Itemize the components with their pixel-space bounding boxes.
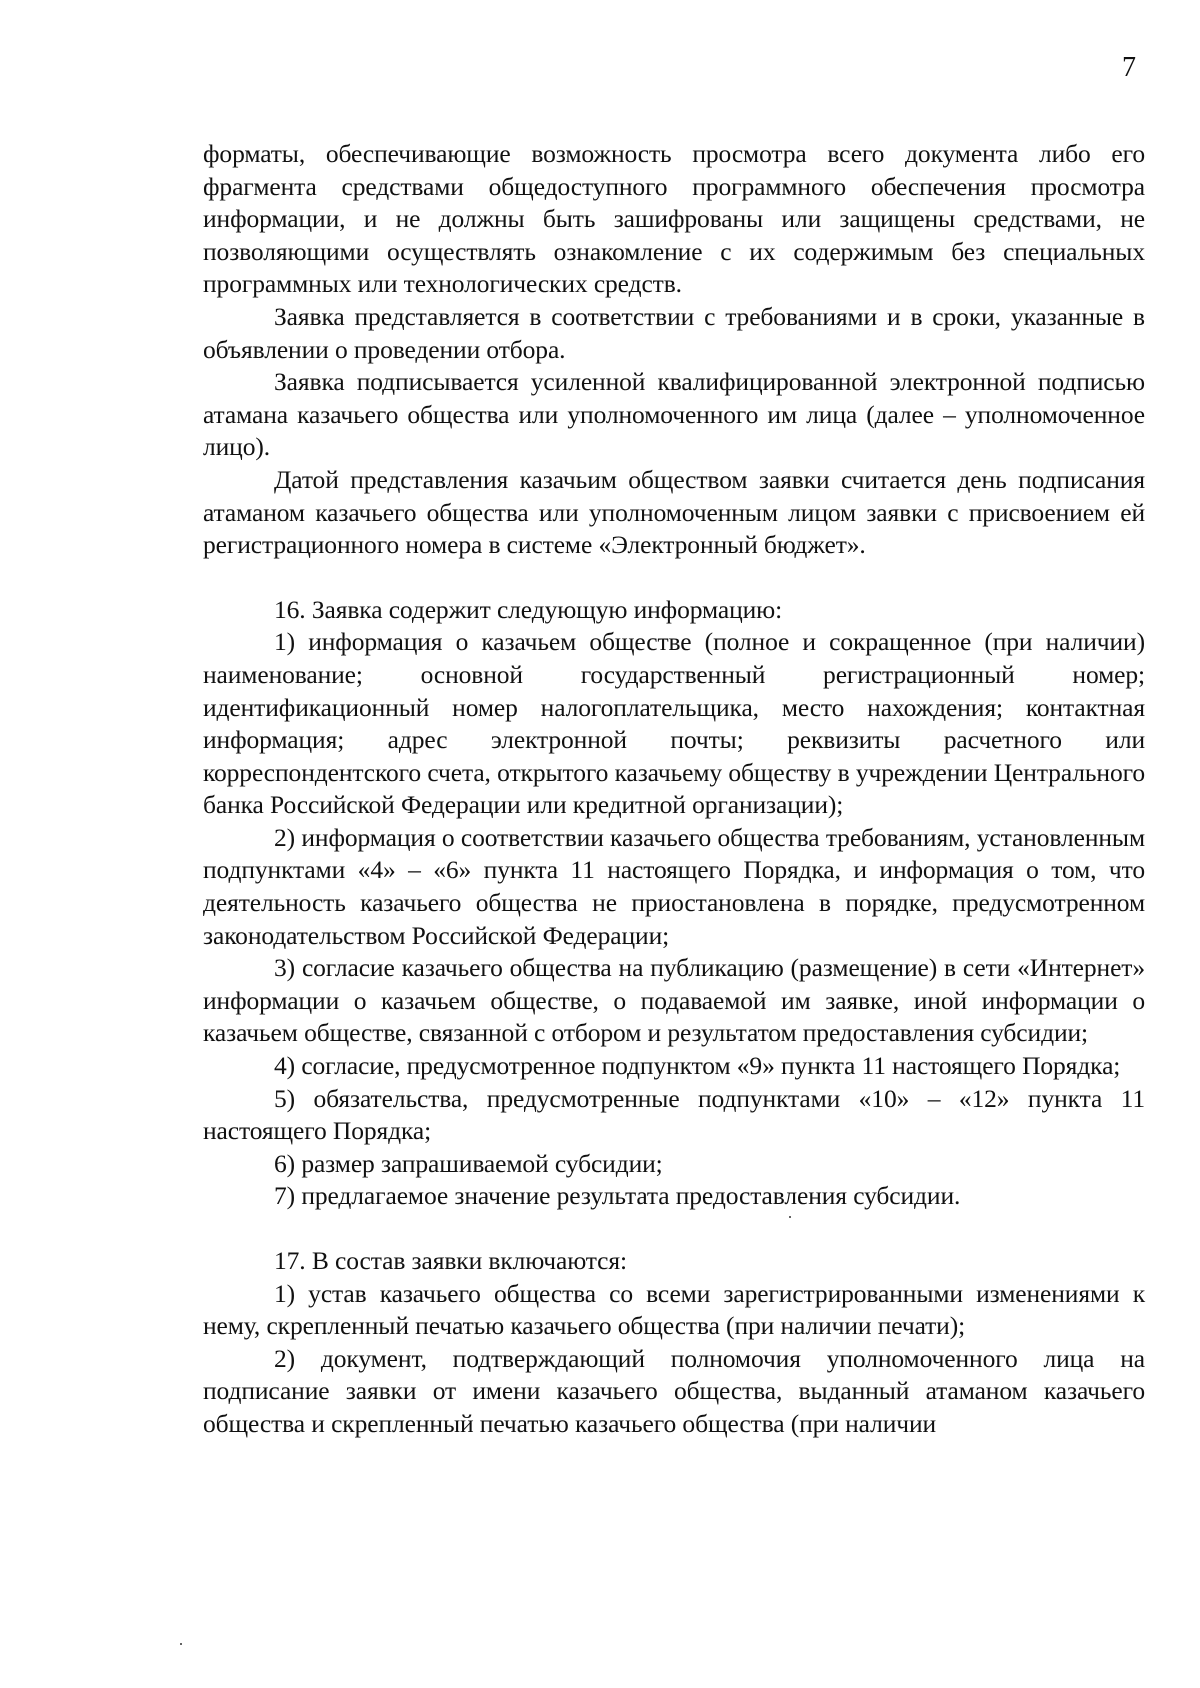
list-item: 4) согласие, предусмотренное подпунктом «9» пункта 11 настоящего Порядка; [274,1051,1121,1081]
paragraph-gap [203,562,1145,594]
list-item: 7) предлагаемое значение результата предоставления субсидии. [274,1181,961,1211]
list-item: 6) размер запрашиваемой субсидии; [274,1148,663,1178]
paragraph: форматы, обеспечивающие возможность просмотра всего документа либо его фрагмента средствами общедоступного программного обеспечения просмотра информации, и не должны быть зашифрованы или защищены средствами, не позволяющими осуществлять ознакомление с их содержимым без специальных программных или технологических средств. [203,139,1145,299]
paragraph: Заявка подписывается усиленной квалифицированной электронной подписью атамана казачьего общества или уполномоченного им лица (далее – уполномоченное лицо). [203,367,1145,462]
list-item: 1) информация о казачьем обществе (полное и сокращенное (при наличии) наименование; основной государственный регистрационный номер; идентификационный номер налогоплательщика, место нахождения; контактная информация; адрес электронной почты; реквизиты расчетного или корреспондентского счета, открытого казачьему обществу в учреждении Центрального банка Российской Федерации или кредитной организации); [203,627,1145,820]
list-item: 5) обязательства, предусмотренные подпунктами «10» – «12» пункта 11 настоящего Порядка; [203,1083,1145,1146]
page-number: 7 [1122,52,1136,83]
list-item: 2) документ, подтверждающий полномочия уполномоченного лица на подписание заявки от имени казачьего общества, выданный атаманом казачьего общества и скрепленный печатью казачьего общества (при наличии [203,1343,1145,1438]
list-item: 2) информация о соответствии казачьего общества требованиям, установленным подпунктами «4» – «6» пункта 11 настоящего Порядка, и информация о том, что деятельность казачьего общества не приостановлена в порядке, предусмотренном законодательством Российской Федерации; [203,822,1145,950]
paragraph: Заявка представляется в соответствии с требованиями и в сроки, указанные в объявлении о проведении отбора. [203,301,1145,364]
section-heading: 16. Заявка содержит следующую информацию: [274,594,783,624]
paragraph-gap [203,1213,1145,1245]
scan-speck [180,1643,182,1645]
paragraph: Датой представления казачьим обществом заявки считается день подписания атаманом казачьего общества или уполномоченным лицом заявки с присвоением ей регистрационного номера в системе «Электронный бюджет». [203,464,1145,560]
list-item: 1) устав казачьего общества со всеми зарегистрированными изменениями к нему, скрепленный печатью казачьего общества (при наличии печати); [203,1278,1145,1341]
list-item: 3) согласие казачьего общества на публикацию (размещение) в сети «Интернет» информации о казачьем обществе, о подаваемой им заявке, иной информации о казачьем обществе, связанной с отбором и результатом предоставления субсидии; [203,953,1145,1048]
document-body [203,138,1145,1441]
scan-speck [789,1216,791,1218]
section-heading: 17. В состав заявки включаются: [274,1246,627,1275]
